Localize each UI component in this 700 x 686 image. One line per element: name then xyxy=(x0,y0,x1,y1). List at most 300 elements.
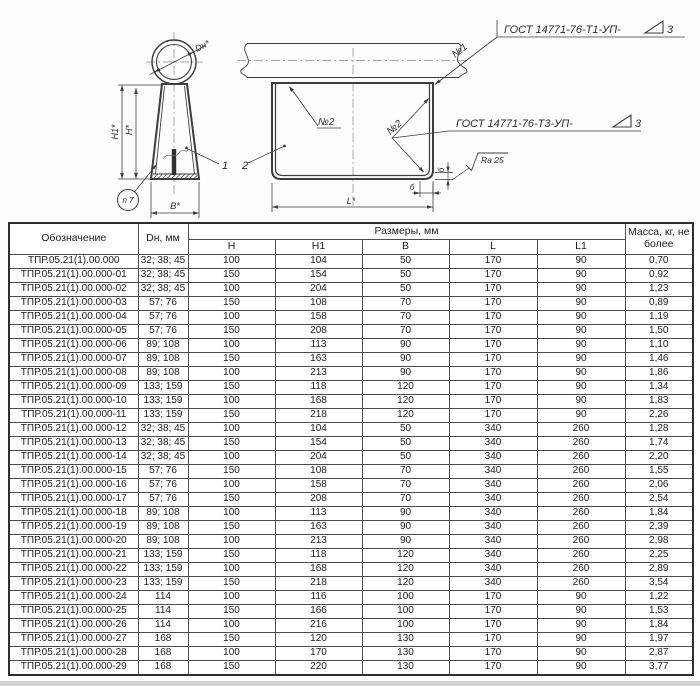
table-row xyxy=(9,549,693,563)
table-cell: 150 xyxy=(188,437,275,451)
table-cell: 150 xyxy=(188,493,275,507)
table-cell: ТПР.05.21(1).00.000-13 xyxy=(9,437,138,451)
table-row xyxy=(9,381,693,395)
table-cell: 50 xyxy=(362,269,449,283)
table-cell: 90 xyxy=(537,661,625,676)
table-cell: 150 xyxy=(188,297,275,311)
table-cell: 170 xyxy=(449,633,537,647)
table-cell: 260 xyxy=(537,549,625,563)
table-cell: 108 xyxy=(275,465,362,479)
bracket-outline xyxy=(272,83,433,179)
table-cell: 1,53 xyxy=(625,605,693,619)
table-cell: 120 xyxy=(362,409,449,423)
table-cell: 170 xyxy=(449,325,537,339)
table-row xyxy=(9,353,693,367)
table-cell: 57; 76 xyxy=(138,465,188,479)
table-cell: 90 xyxy=(537,605,625,619)
table-cell: 100 xyxy=(188,479,275,493)
table-cell: 57; 76 xyxy=(138,311,188,325)
table-cell: 32; 38; 45 xyxy=(138,283,188,297)
technical-drawing xyxy=(0,0,700,222)
table-cell: 340 xyxy=(449,451,537,465)
gost-weld2-label: ГОСТ 14771-76-Т3-УП- xyxy=(456,118,573,130)
table-cell: ТПР.05.21(1).00.000-07 xyxy=(9,353,138,367)
table-cell: 90 xyxy=(537,339,625,353)
table-cell: ТПР.05.21(1).00.000-17 xyxy=(9,493,138,507)
table-row xyxy=(9,367,693,381)
table-cell: ТПР.05.21(1).00.000-06 xyxy=(9,339,138,353)
table-cell: 340 xyxy=(449,479,537,493)
table-cell: 133; 159 xyxy=(138,409,188,423)
table-cell: 170 xyxy=(449,591,537,605)
table-cell: 150 xyxy=(188,549,275,563)
table-cell: 114 xyxy=(138,605,188,619)
table-cell: 70 xyxy=(362,465,449,479)
table-cell: 100 xyxy=(188,535,275,549)
table-row xyxy=(9,591,693,605)
part1-leader xyxy=(187,149,219,165)
table-cell: 170 xyxy=(449,269,537,283)
gost-weld2-value: 3 xyxy=(635,118,642,130)
table-cell: 340 xyxy=(449,465,537,479)
table-cell: 2,26 xyxy=(625,409,693,423)
table-cell: 260 xyxy=(537,507,625,521)
table-cell: 2,25 xyxy=(625,549,693,563)
dim-label-b: В* xyxy=(170,201,180,211)
table-cell: 260 xyxy=(537,535,625,549)
table-cell: 170 xyxy=(449,339,537,353)
table-cell: 100 xyxy=(188,507,275,521)
table-row xyxy=(9,325,693,339)
roughness-leader xyxy=(452,168,469,180)
table-cell: 2,20 xyxy=(625,451,693,465)
table-cell: 166 xyxy=(275,605,362,619)
table-cell: 340 xyxy=(449,437,537,451)
table-cell: 220 xyxy=(275,661,362,676)
table-row xyxy=(9,521,693,535)
table-cell: 1,28 xyxy=(625,423,693,437)
table-cell: 163 xyxy=(275,353,362,367)
table-cell: 90 xyxy=(537,255,625,269)
table-cell: 170 xyxy=(449,283,537,297)
table-cell: 1,83 xyxy=(625,395,693,409)
table-cell: 208 xyxy=(275,325,362,339)
table-row xyxy=(9,423,693,437)
col-header-designation: Обозначение xyxy=(9,223,138,255)
table-cell: 1,34 xyxy=(625,381,693,395)
table-row xyxy=(9,283,693,297)
table-cell: 113 xyxy=(275,339,362,353)
table-cell: ТПР.05.21(1).00.000-23 xyxy=(9,577,138,591)
table-cell: 0,89 xyxy=(625,297,693,311)
table-cell: 1,74 xyxy=(625,437,693,451)
table-cell: 340 xyxy=(449,507,537,521)
table-cell: 57; 76 xyxy=(138,297,188,311)
table-cell: 90 xyxy=(362,353,449,367)
table-cell: 57; 76 xyxy=(138,479,188,493)
table-row xyxy=(9,465,693,479)
table-cell: 1,19 xyxy=(625,311,693,325)
table-cell: 50 xyxy=(362,423,449,437)
table-cell: ТПР.05.21(1).00.000-03 xyxy=(9,297,138,311)
table-cell: ТПР.05.21(1).00.000-25 xyxy=(9,605,138,619)
table-row xyxy=(9,535,693,549)
table-cell: 130 xyxy=(362,661,449,676)
table-cell: 116 xyxy=(275,591,362,605)
table-cell: 170 xyxy=(449,619,537,633)
table-cell: 50 xyxy=(362,283,449,297)
table-cell: 114 xyxy=(138,619,188,633)
weld2-number-label-right: №2 xyxy=(384,118,405,138)
table-cell: 90 xyxy=(537,619,625,633)
table-row xyxy=(9,479,693,493)
side-view xyxy=(118,32,286,218)
col-header-l: L xyxy=(449,240,537,255)
col-header-b: B xyxy=(362,240,449,255)
table-cell: 133; 159 xyxy=(138,395,188,409)
table-cell: 168 xyxy=(138,647,188,661)
table-cell: 216 xyxy=(275,619,362,633)
table-cell: 340 xyxy=(449,563,537,577)
table-cell: 170 xyxy=(449,661,537,676)
table-row xyxy=(9,339,693,353)
table-cell: 100 xyxy=(188,283,275,297)
table-cell: 57; 76 xyxy=(138,493,188,507)
weld2-arrow-a xyxy=(424,98,429,104)
col-header-dn: Dн, мм xyxy=(138,223,188,255)
table-cell: ТПР.05.21(1).00.000 xyxy=(9,255,138,269)
table-cell: ТПР.05.21(1).00.000-26 xyxy=(9,619,138,633)
table-cell: 3,77 xyxy=(625,661,693,676)
table-cell: 1,97 xyxy=(625,633,693,647)
table-cell: 218 xyxy=(275,577,362,591)
table-cell: 170 xyxy=(449,647,537,661)
table-cell: 90 xyxy=(537,283,625,297)
table-cell: 213 xyxy=(275,535,362,549)
part2-label: 2 xyxy=(242,160,249,172)
table-cell: 120 xyxy=(362,395,449,409)
table-cell: 90 xyxy=(362,507,449,521)
table-row xyxy=(9,507,693,521)
table-row xyxy=(9,661,693,676)
table-cell: ТПР.05.21(1).00.000-12 xyxy=(9,423,138,437)
table-cell: 1,46 xyxy=(625,353,693,367)
table-cell: 32; 38; 45 xyxy=(138,423,188,437)
table-cell: 90 xyxy=(362,367,449,381)
table-cell: 170 xyxy=(275,647,362,661)
table-cell: 340 xyxy=(449,577,537,591)
table-cell: 170 xyxy=(449,353,537,367)
table-cell: 100 xyxy=(188,339,275,353)
table-cell: 120 xyxy=(275,633,362,647)
table-cell: 150 xyxy=(188,269,275,283)
table-cell: 170 xyxy=(449,409,537,423)
table-cell: 170 xyxy=(449,311,537,325)
table-cell: 100 xyxy=(188,255,275,269)
table-cell: 100 xyxy=(188,423,275,437)
table-row xyxy=(9,493,693,507)
table-cell: 2,54 xyxy=(625,493,693,507)
table-cell: 50 xyxy=(362,451,449,465)
table-cell: 90 xyxy=(537,395,625,409)
dim-label-h: Н* xyxy=(124,124,134,136)
table-cell: ТПР.05.21(1).00.000-18 xyxy=(9,507,138,521)
table-row xyxy=(9,311,693,325)
table-cell: 260 xyxy=(537,437,625,451)
table-cell: 260 xyxy=(537,465,625,479)
table-cell: 340 xyxy=(449,535,537,549)
part2-dot xyxy=(283,145,286,148)
table-cell: 120 xyxy=(362,381,449,395)
table-cell: 120 xyxy=(362,577,449,591)
table-cell: 3,54 xyxy=(625,577,693,591)
table-cell: ТПР.05.21(1).00.000-15 xyxy=(9,465,138,479)
table-cell: 100 xyxy=(188,563,275,577)
table-cell: 168 xyxy=(138,633,188,647)
spec-table xyxy=(8,222,694,676)
table-cell: 150 xyxy=(188,577,275,591)
table-cell: 104 xyxy=(275,255,362,269)
balloon-label: п 7 xyxy=(122,196,134,205)
table-cell: 150 xyxy=(188,633,275,647)
col-header-dimensions: Размеры, мм xyxy=(188,223,625,240)
table-cell: 133; 159 xyxy=(138,563,188,577)
table-cell: 100 xyxy=(362,619,449,633)
weld1-triangle-symbol xyxy=(645,21,663,33)
weld2-triangle-symbol xyxy=(613,115,631,127)
table-cell: ТПР.05.21(1).00.000-04 xyxy=(9,311,138,325)
bracket-inner-line xyxy=(276,83,430,176)
table-cell: 340 xyxy=(449,521,537,535)
table-cell: 114 xyxy=(138,591,188,605)
table-row xyxy=(9,633,693,647)
table-cell: 32; 38; 45 xyxy=(138,437,188,451)
table-cell: 100 xyxy=(188,311,275,325)
table-cell: 90 xyxy=(537,269,625,283)
table-cell: 163 xyxy=(275,521,362,535)
table-cell: 1,22 xyxy=(625,591,693,605)
table-cell: 90 xyxy=(537,367,625,381)
table-cell: ТПР.05.21(1).00.000-14 xyxy=(9,451,138,465)
table-cell: 158 xyxy=(275,479,362,493)
table-cell: 130 xyxy=(362,647,449,661)
table-cell: 340 xyxy=(449,493,537,507)
table-cell: 70 xyxy=(362,479,449,493)
table-cell: ТПР.05.21(1).00.000-22 xyxy=(9,563,138,577)
dim-label-dn: Dн* xyxy=(193,38,212,54)
page-bottom-edge xyxy=(0,681,700,686)
table-cell: ТПР.05.21(1).00.000-05 xyxy=(9,325,138,339)
table-cell: 168 xyxy=(138,661,188,676)
col-header-l1: L1 xyxy=(537,240,625,255)
table-cell: 260 xyxy=(537,521,625,535)
table-cell: 170 xyxy=(449,381,537,395)
table-cell: 170 xyxy=(449,605,537,619)
table-cell: 89; 108 xyxy=(138,507,188,521)
table-cell: 120 xyxy=(362,549,449,563)
table-cell: 260 xyxy=(537,451,625,465)
table-cell: 70 xyxy=(362,325,449,339)
roughness-label: Ra 25 xyxy=(481,155,504,165)
table-cell: 89; 108 xyxy=(138,339,188,353)
table-cell: ТПР.05.21(1).00.000-19 xyxy=(9,521,138,535)
table-cell: 213 xyxy=(275,367,362,381)
table-cell: 90 xyxy=(537,311,625,325)
table-cell: ТПР.05.21(1).00.000-11 xyxy=(9,409,138,423)
table-cell: 90 xyxy=(537,647,625,661)
table-cell: 1,23 xyxy=(625,283,693,297)
table-cell: 150 xyxy=(188,521,275,535)
table-cell: 90 xyxy=(362,535,449,549)
table-cell: 100 xyxy=(188,619,275,633)
table-cell: 133; 159 xyxy=(138,577,188,591)
table-cell: 100 xyxy=(362,591,449,605)
table-cell: ТПР.05.21(1).00.000-20 xyxy=(9,535,138,549)
table-cell: 150 xyxy=(188,465,275,479)
table-cell: 260 xyxy=(537,423,625,437)
table-cell: 32; 38; 45 xyxy=(138,255,188,269)
table-cell: 260 xyxy=(537,479,625,493)
table-cell: 108 xyxy=(275,297,362,311)
table-row xyxy=(9,647,693,661)
rib xyxy=(172,149,176,175)
table-row xyxy=(9,395,693,409)
table-cell: 2,39 xyxy=(625,521,693,535)
table-cell: 50 xyxy=(362,437,449,451)
table-cell: 70 xyxy=(362,297,449,311)
table-cell: 170 xyxy=(449,395,537,409)
table-cell: 89; 108 xyxy=(138,367,188,381)
table-cell: 204 xyxy=(275,451,362,465)
table-cell: 1,84 xyxy=(625,619,693,633)
table-cell: 150 xyxy=(188,605,275,619)
table-cell: 0,92 xyxy=(625,269,693,283)
table-cell: 260 xyxy=(537,563,625,577)
table-cell: 100 xyxy=(188,367,275,381)
table-cell: 150 xyxy=(188,325,275,339)
table-cell: 90 xyxy=(537,353,625,367)
table-cell: 118 xyxy=(275,381,362,395)
table-cell: 340 xyxy=(449,549,537,563)
table-cell: 168 xyxy=(275,395,362,409)
gost-weld1-value: 3 xyxy=(667,24,674,36)
table-cell: 70 xyxy=(362,493,449,507)
table-row xyxy=(9,451,693,465)
table-cell: 260 xyxy=(537,493,625,507)
table-cell: 2,06 xyxy=(625,479,693,493)
table-cell: ТПР.05.21(1).00.000-01 xyxy=(9,269,138,283)
table-cell: ТПР.05.21(1).00.000-10 xyxy=(9,395,138,409)
table-row xyxy=(9,577,693,591)
table-cell: 170 xyxy=(449,297,537,311)
table-cell: 89; 108 xyxy=(138,535,188,549)
table-cell: ТПР.05.21(1).00.000-29 xyxy=(9,661,138,676)
table-cell: 130 xyxy=(362,633,449,647)
weld2-leader xyxy=(392,99,449,172)
table-cell: 90 xyxy=(537,325,625,339)
weld1-arrow xyxy=(435,79,441,84)
table-cell: 158 xyxy=(275,311,362,325)
table-cell: 32; 38; 45 xyxy=(138,269,188,283)
table-cell: 90 xyxy=(362,339,449,353)
table-cell: 150 xyxy=(188,381,275,395)
col-header-mass: Масса, кг, не более xyxy=(625,223,693,255)
table-row xyxy=(9,297,693,311)
table-cell: 1,86 xyxy=(625,367,693,381)
table-cell: 154 xyxy=(275,437,362,451)
table-cell: 118 xyxy=(275,549,362,563)
table-cell: 168 xyxy=(275,563,362,577)
table-cell: 2,89 xyxy=(625,563,693,577)
dim-label-h1: Н1* xyxy=(110,124,120,140)
table-row xyxy=(9,409,693,423)
table-cell: 1,84 xyxy=(625,507,693,521)
weld2-number-label-left: №2 xyxy=(318,117,335,128)
table-row xyxy=(9,255,693,269)
table-cell: 100 xyxy=(362,605,449,619)
table-cell: 208 xyxy=(275,493,362,507)
table-cell: 154 xyxy=(275,269,362,283)
table-row xyxy=(9,437,693,451)
table-cell: 133; 159 xyxy=(138,381,188,395)
table-cell: 204 xyxy=(275,283,362,297)
table-cell: 90 xyxy=(537,591,625,605)
weld1-number-label: №1 xyxy=(450,41,470,61)
table-cell: ТПР.05.21(1).00.000-08 xyxy=(9,367,138,381)
dim-label-l: L* xyxy=(346,196,356,206)
table-cell: 89; 108 xyxy=(138,353,188,367)
table-cell: 100 xyxy=(188,591,275,605)
table-cell: 32; 38; 45 xyxy=(138,451,188,465)
table-cell: ТПР.05.21(1).00.000-28 xyxy=(9,647,138,661)
table-cell: 90 xyxy=(537,381,625,395)
table-cell: 113 xyxy=(275,507,362,521)
table-cell: 89; 108 xyxy=(138,521,188,535)
table-cell: 150 xyxy=(188,661,275,676)
table-cell: 260 xyxy=(537,577,625,591)
table-cell: ТПР.05.21(1).00.000-09 xyxy=(9,381,138,395)
table-cell: 150 xyxy=(188,409,275,423)
table-cell: 90 xyxy=(537,297,625,311)
table-cell: 2,98 xyxy=(625,535,693,549)
table-cell: 50 xyxy=(362,255,449,269)
table-cell: 2,87 xyxy=(625,647,693,661)
table-cell: 218 xyxy=(275,409,362,423)
table-cell: ТПР.05.21(1).00.000-02 xyxy=(9,283,138,297)
gost-weld1-label: ГОСТ 14771-76-Т1-УП- xyxy=(504,24,621,36)
part2-leader xyxy=(248,147,284,164)
table-cell: ТПР.05.21(1).00.000-24 xyxy=(9,591,138,605)
part1-label: 1 xyxy=(222,160,229,172)
col-header-h1: H1 xyxy=(275,240,362,255)
table-cell: ТПР.05.21(1).00.000-16 xyxy=(9,479,138,493)
table-cell: 100 xyxy=(188,451,275,465)
table-cell: 133; 159 xyxy=(138,549,188,563)
part1-dot xyxy=(185,147,188,150)
table-cell: 104 xyxy=(275,423,362,437)
table-cell: 100 xyxy=(188,395,275,409)
table-cell: 90 xyxy=(537,633,625,647)
table-row xyxy=(9,563,693,577)
table-cell: ТПР.05.21(1).00.000-27 xyxy=(9,633,138,647)
thickness-label-v: б xyxy=(437,167,446,173)
table-cell: 57; 76 xyxy=(138,325,188,339)
thickness-label-h: б xyxy=(409,183,415,192)
table-cell: 1,55 xyxy=(625,465,693,479)
table-row xyxy=(9,605,693,619)
table-cell: 120 xyxy=(362,563,449,577)
table-cell: 90 xyxy=(537,409,625,423)
